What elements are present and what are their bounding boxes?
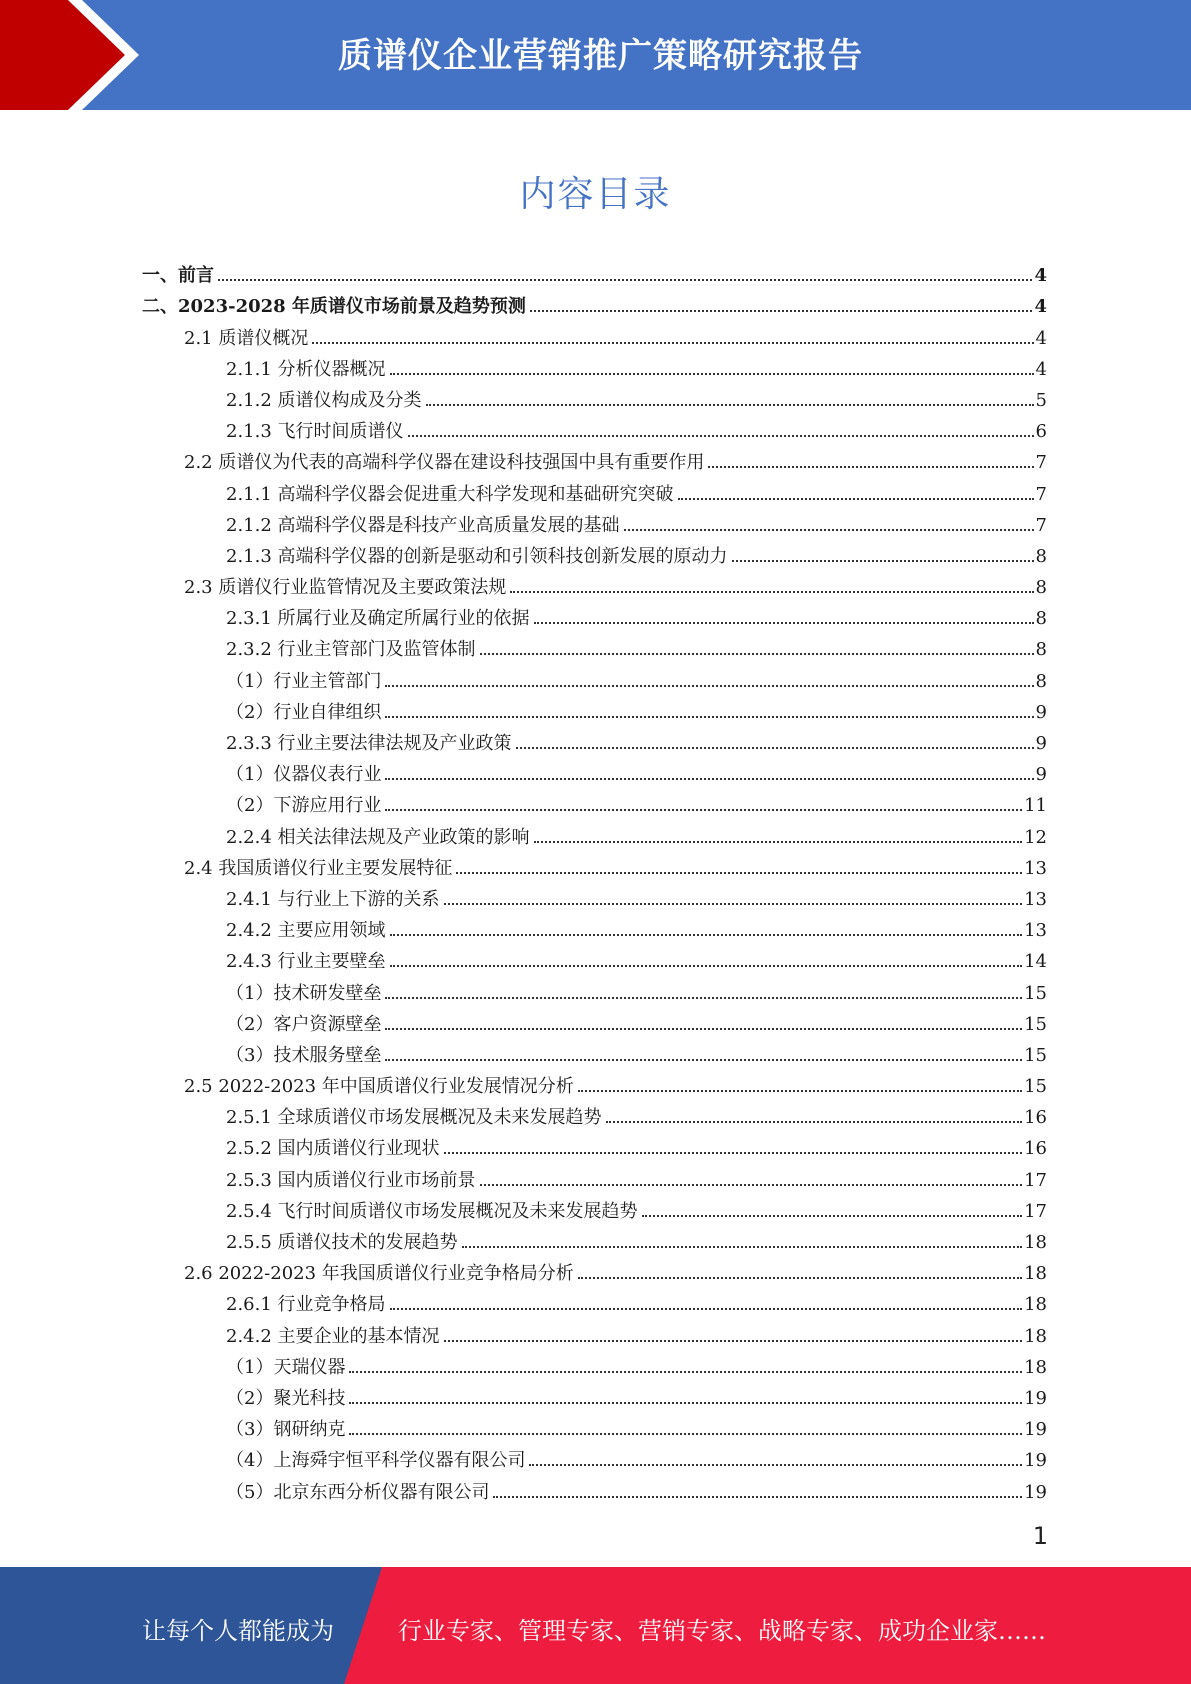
toc-entry[interactable] [142,506,1047,537]
toc-dot-leader [385,1028,1022,1030]
toc-entry-page: 16 [1024,1107,1047,1129]
toc-entry-page: 19 [1024,1481,1047,1503]
toc-entry-page: 7 [1035,452,1047,474]
toc-entry[interactable] [142,256,1047,287]
toc-entry-page: 19 [1024,1450,1047,1472]
toc-entry[interactable] [142,1036,1047,1067]
toc-dot-leader [349,1402,1022,1404]
toc-dot-leader [408,435,1034,437]
toc-entry-label: （1）天瑞仪器 [226,1356,346,1378]
toc-entry-label: 2.3.3 行业主要法律法规及产业政策 [226,733,512,754]
toc-dot-leader [426,404,1034,406]
toc-dot-leader [606,1121,1023,1123]
toc-dot-leader [390,965,1023,967]
toc-entry[interactable] [142,661,1047,692]
toc-dot-leader [480,653,1034,655]
toc-dot-leader [218,279,1032,281]
footer-slogan-left: 让每个人都能成为 [142,1617,334,1645]
toc-entry-label: 2.1 质谱仪概况 [184,327,309,349]
toc-entry-page: 13 [1024,888,1047,910]
toc-dot-leader [390,1308,1023,1310]
toc-entry-label: （1）仪器仪表行业 [226,764,382,786]
toc-entry-page: 11 [1024,795,1047,817]
toc-entry-label: 2.4.2 主要应用领域 [226,920,386,942]
toc-entry[interactable] [142,1316,1047,1347]
toc-entry[interactable] [142,1441,1047,1472]
toc-entry-label: 2.3.1 所属行业及确定所属行业的依据 [226,608,530,630]
toc-entry-label: 2.4 我国质谱仪行业主要发展特征 [184,857,453,879]
toc-dot-leader [349,1371,1022,1373]
toc-entry-label: 2.4.3 行业主要壁垒 [226,951,386,973]
toc-entry-page: 8 [1035,608,1047,630]
toc-entry-page: 7 [1035,514,1047,536]
toc-entry[interactable] [142,287,1047,318]
toc-entry[interactable] [142,630,1047,661]
toc-dot-leader [456,872,1022,874]
toc-dot-leader [480,1184,1023,1186]
toc-entry-page: 13 [1024,920,1047,942]
toc-entry-label: 2.1.2 高端科学仪器是科技产业高质量发展的基础 [226,514,620,536]
toc-entry-label: 2.1.2 质谱仪构成及分类 [226,389,422,411]
toc-entry[interactable] [142,849,1047,880]
toc-heading: 内容目录 [519,174,672,215]
toc-entry-label: （2）聚光科技 [226,1387,346,1409]
toc-entry-page: 7 [1035,483,1047,505]
footer-slogan-right: 行业专家、管理专家、营销专家、战略专家、成功企业家…… [398,1617,1046,1645]
toc-entry-page: 8 [1035,670,1047,692]
toc-dot-leader [578,1090,1022,1092]
toc-entry-page: 19 [1024,1387,1047,1409]
toc-entry[interactable] [142,1005,1047,1036]
toc-entry-label: （5）北京东西分析仪器有限公司 [226,1481,490,1503]
toc-dot-leader [510,591,1033,593]
toc-entry[interactable] [142,693,1047,724]
page-header [0,0,1191,110]
toc-entry-label: （1）行业主管部门 [226,670,382,692]
toc-dot-leader [390,373,1034,375]
toc-entry[interactable] [142,911,1047,942]
toc-entry[interactable] [142,1160,1047,1191]
toc-dot-leader [385,778,1033,780]
toc-entry-label: 2.1.3 高端科学仪器的创新是驱动和引领科技创新发展的原动力 [226,545,728,567]
toc-entry-page: 12 [1024,826,1047,848]
toc-entry-page: 4 [1035,358,1047,380]
toc-dot-leader [642,1215,1023,1217]
toc-entry-label: 二、2023-2028 年质谱仪市场前景及趋势预测 [142,296,526,318]
toc-entry-label: 2.4.2 主要企业的基本情况 [226,1325,440,1347]
toc-entry-label: 2.1.1 分析仪器概况 [226,358,386,380]
toc-dot-leader [624,529,1034,531]
toc-dot-leader [385,809,1022,811]
toc-entry-label: 2.5.1 全球质谱仪市场发展概况及未来发展趋势 [226,1107,602,1129]
toc-entry[interactable] [142,1098,1047,1129]
toc-entry-page: 18 [1024,1325,1047,1347]
report-title: 质谱仪企业营销推广策略研究报告 [338,36,863,76]
toc-entry[interactable] [142,318,1047,349]
toc-entry-label: （3）钢研纳克 [226,1419,346,1441]
page-footer [0,1567,1191,1684]
toc-entry[interactable] [142,443,1047,474]
toc-entry-page: 13 [1024,857,1047,879]
toc-entry[interactable] [142,381,1047,412]
toc-dot-leader [678,498,1034,500]
toc-entry-label: 一、前言 [142,265,214,287]
toc-entry-page: 15 [1024,982,1047,1004]
toc-dot-leader [444,1152,1023,1154]
toc-entry-page: 5 [1035,389,1047,411]
toc-entry-label: 2.2 质谱仪为代表的高端科学仪器在建设科技强国中具有重要作用 [184,452,705,474]
toc-dot-leader [385,685,1033,687]
toc-entry[interactable] [142,1223,1047,1254]
toc-entry-page: 9 [1035,701,1047,723]
toc-entry[interactable] [142,1348,1047,1379]
toc-entry-page: 8 [1035,545,1047,567]
toc-entry-page: 4 [1034,265,1047,287]
toc-entry-label: 2.5.4 飞行时间质谱仪市场发展概况及未来发展趋势 [226,1200,638,1222]
table-of-contents [142,256,1047,1504]
toc-entry-page: 17 [1024,1200,1047,1222]
toc-dot-leader [349,1433,1022,1435]
toc-entry[interactable] [142,1472,1047,1503]
toc-entry[interactable] [142,599,1047,630]
toc-entry-label: （2）行业自律组织 [226,701,382,723]
toc-entry-label: 2.4.1 与行业上下游的关系 [226,888,440,910]
toc-dot-leader [390,934,1023,936]
toc-entry-page: 4 [1034,296,1047,318]
toc-entry-page: 8 [1035,577,1047,599]
toc-entry-label: 2.5.3 国内质谱仪行业市场前景 [226,1169,476,1191]
toc-entry-page: 4 [1035,327,1047,349]
toc-entry-label: （3）技术服务壁垒 [226,1044,382,1066]
toc-entry-label: 2.5 2022-2023 年中国质谱仪行业发展情况分析 [184,1076,574,1098]
toc-dot-leader [462,1246,1023,1248]
toc-dot-leader [444,903,1023,905]
toc-entry[interactable] [142,880,1047,911]
toc-dot-leader [530,310,1033,312]
toc-entry-page: 19 [1024,1419,1047,1441]
toc-entry-page: 15 [1024,1076,1047,1098]
toc-entry[interactable] [142,724,1047,755]
toc-entry[interactable] [142,1129,1047,1160]
toc-dot-leader [385,997,1022,999]
toc-dot-leader [534,622,1034,624]
toc-entry-label: （2）下游应用行业 [226,795,382,817]
toc-entry-label: （1）技术研发壁垒 [226,982,382,1004]
toc-entry-label: （4）上海舜宇恒平科学仪器有限公司 [226,1450,526,1472]
toc-entry-page: 15 [1024,1013,1047,1035]
toc-dot-leader [444,1340,1023,1342]
toc-entry[interactable] [142,786,1047,817]
toc-entry[interactable] [142,1254,1047,1285]
toc-entry[interactable] [142,1067,1047,1098]
toc-entry[interactable] [142,474,1047,505]
toc-dot-leader [493,1496,1022,1498]
toc-entry-page: 16 [1024,1138,1047,1160]
toc-dot-leader [708,466,1033,468]
toc-entry[interactable] [142,973,1047,1004]
toc-entry[interactable] [142,1410,1047,1441]
toc-dot-leader [516,747,1034,749]
toc-entry[interactable] [142,1192,1047,1223]
toc-entry-label: 2.6.1 行业竞争格局 [226,1294,386,1316]
toc-entry-page: 6 [1035,421,1047,443]
toc-entry[interactable] [142,755,1047,786]
toc-dot-leader [578,1277,1022,1279]
toc-entry-page: 18 [1024,1232,1047,1253]
toc-dot-leader [534,841,1023,843]
toc-entry-page: 8 [1035,639,1047,661]
toc-dot-leader [385,1059,1022,1061]
toc-entry-label: 2.5.5 质谱仪技术的发展趋势 [226,1232,458,1253]
toc-entry[interactable] [142,1379,1047,1410]
toc-entry[interactable] [142,1285,1047,1316]
toc-dot-leader [529,1464,1022,1466]
toc-entry-label: 2.5.2 国内质谱仪行业现状 [226,1138,440,1160]
toc-dot-leader [312,342,1033,344]
toc-entry-page: 18 [1024,1294,1047,1316]
toc-entry-page: 15 [1024,1044,1047,1066]
toc-entry-page: 18 [1024,1263,1047,1285]
toc-entry-label: 2.2.4 相关法律法规及产业政策的影响 [226,826,530,848]
toc-entry[interactable] [142,568,1047,599]
page-number: 1 [1032,1522,1048,1550]
toc-entry[interactable] [142,412,1047,443]
toc-entry-label: 2.1.3 飞行时间质谱仪 [226,421,404,443]
toc-entry-page: 9 [1035,733,1047,754]
toc-entry-label: 2.6 2022-2023 年我国质谱仪行业竞争格局分析 [184,1263,574,1285]
toc-entry[interactable] [142,942,1047,973]
toc-entry[interactable] [142,817,1047,848]
toc-entry-page: 18 [1024,1356,1047,1378]
toc-entry-page: 9 [1035,764,1047,786]
toc-entry[interactable] [142,350,1047,381]
toc-entry-label: （2）客户资源壁垒 [226,1013,382,1035]
toc-dot-leader [732,560,1034,562]
toc-entry-page: 14 [1024,951,1047,973]
toc-dot-leader [385,716,1033,718]
toc-entry-label: 2.1.1 高端科学仪器会促进重大科学发现和基础研究突破 [226,483,674,505]
toc-entry-label: 2.3.2 行业主管部门及监管体制 [226,639,476,661]
toc-entry-label: 2.3 质谱仪行业监管情况及主要政策法规 [184,577,507,599]
toc-entry-page: 17 [1024,1169,1047,1191]
toc-entry[interactable] [142,537,1047,568]
